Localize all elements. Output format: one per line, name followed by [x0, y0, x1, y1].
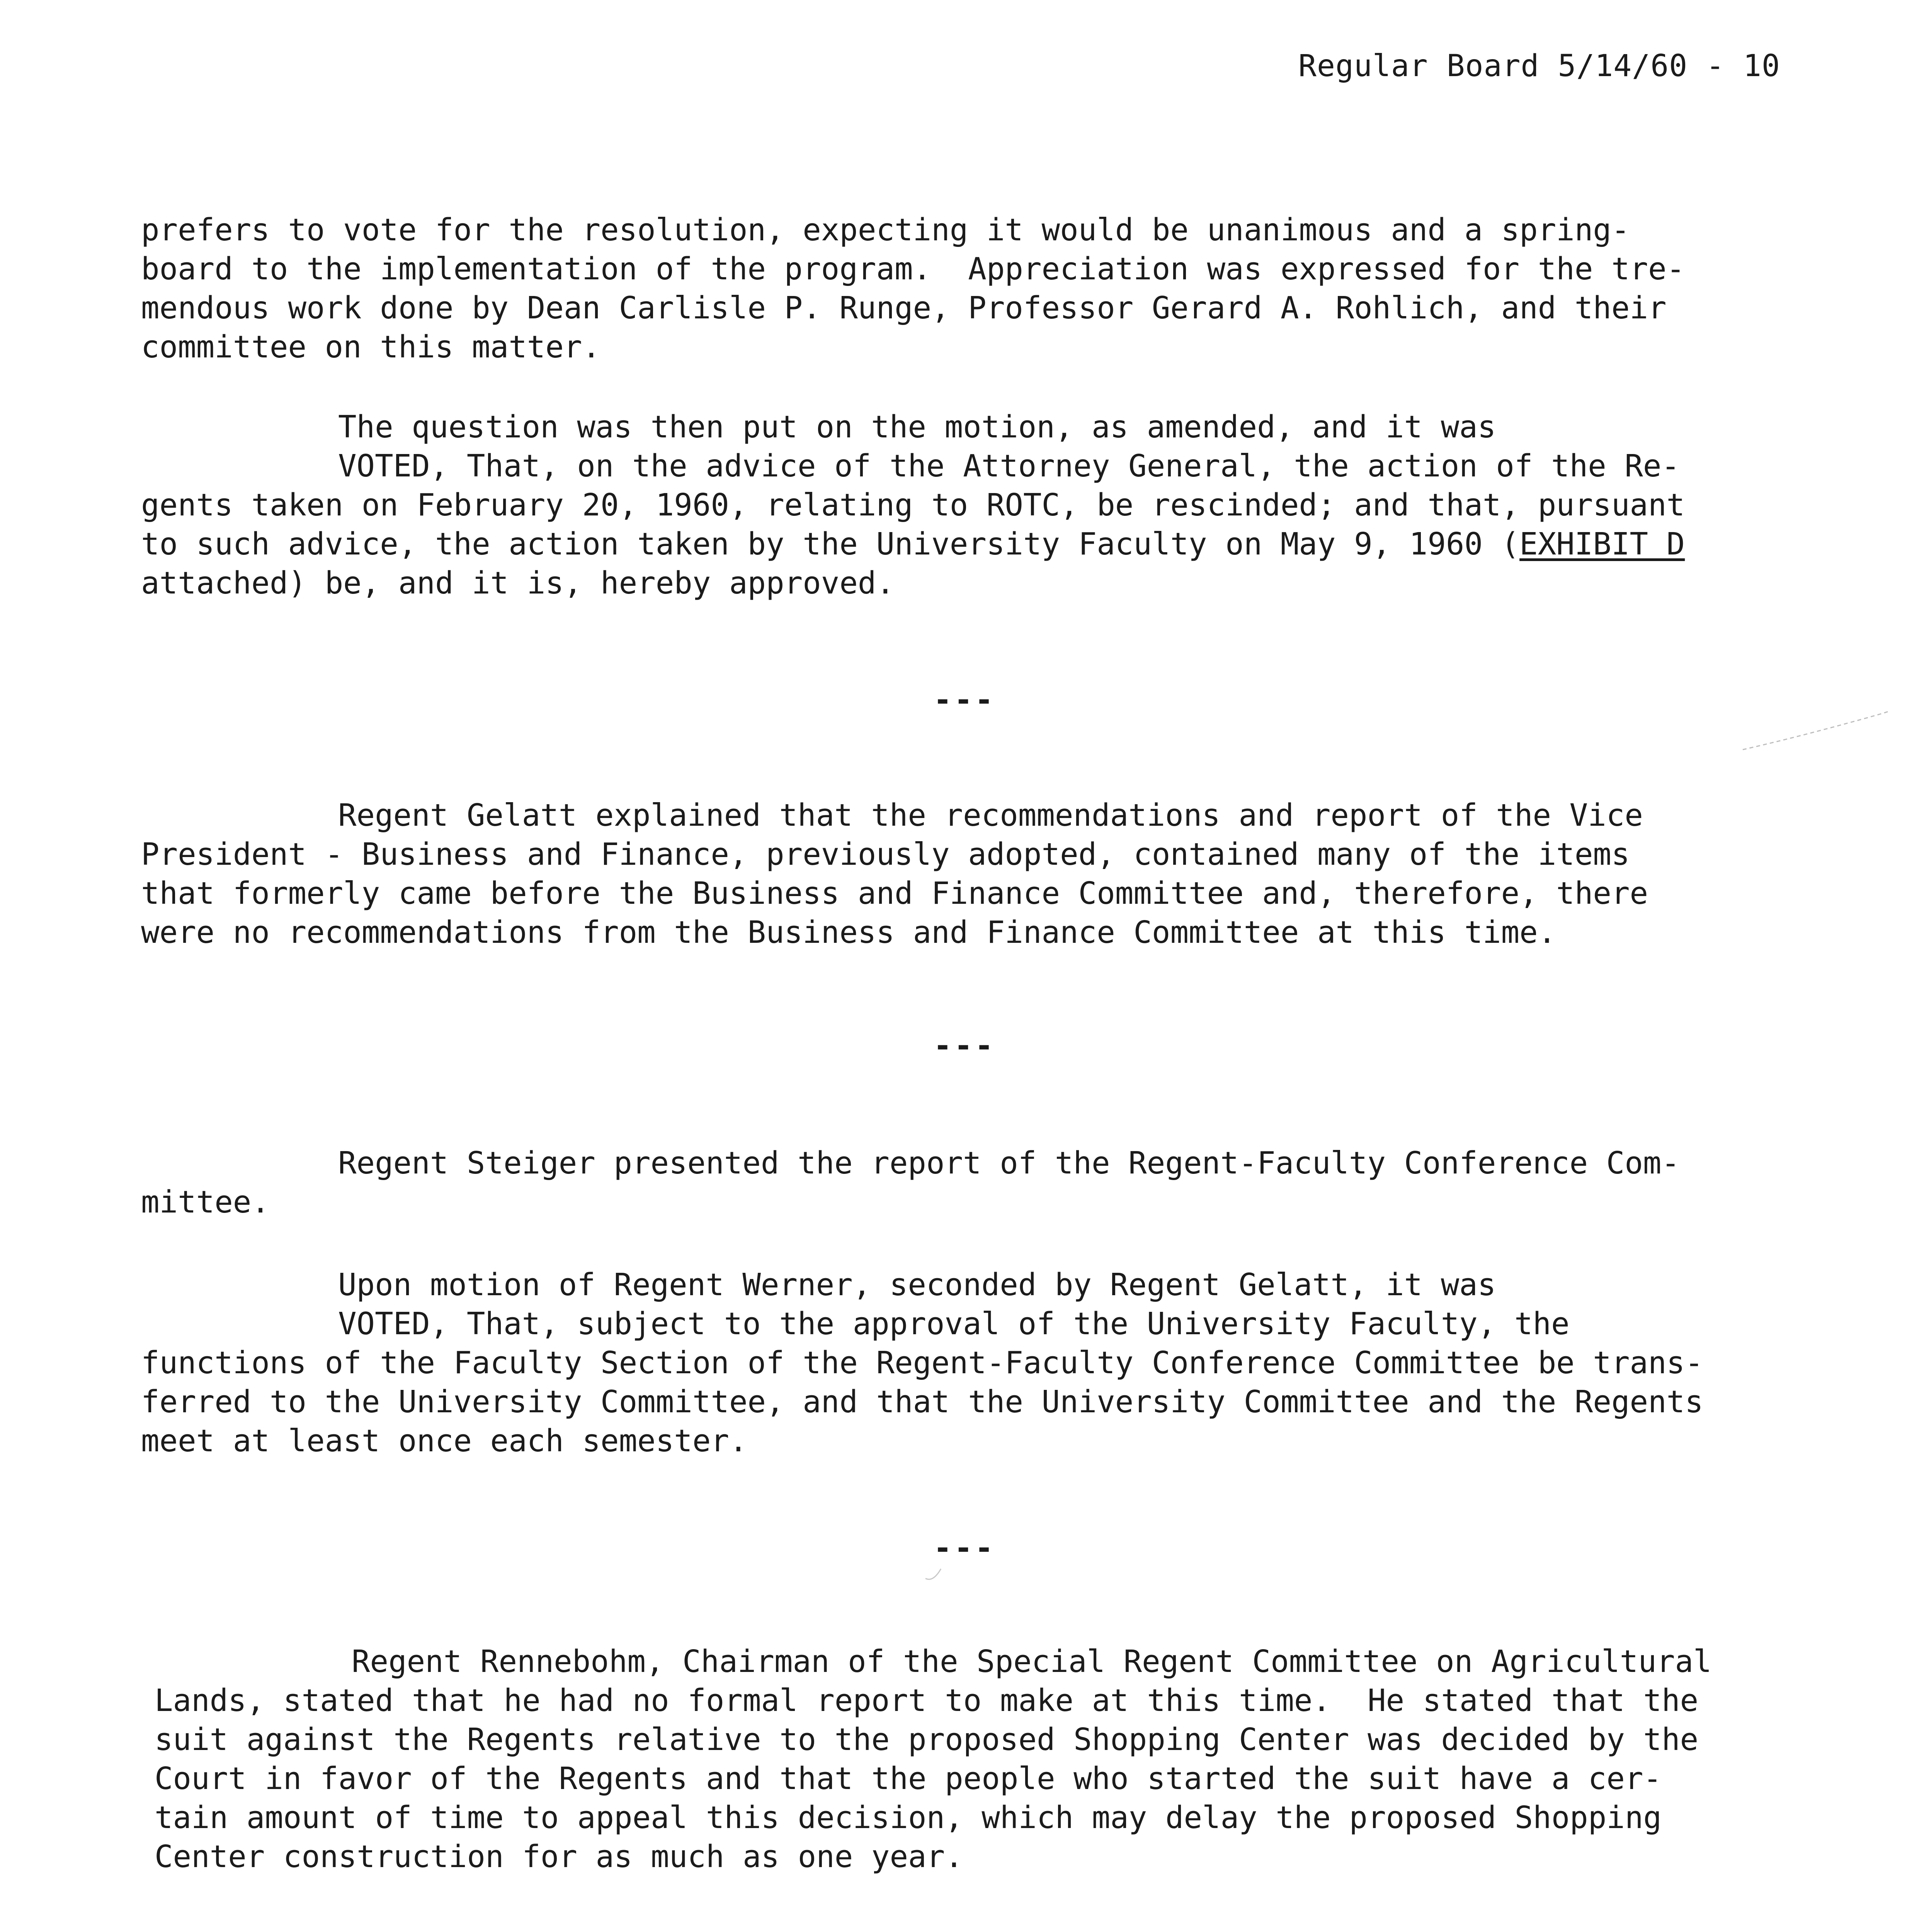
text-line: ferred to the University Committee, and that the University Committee and the Regents — [141, 1384, 1703, 1420]
text-line — [141, 525, 1803, 564]
page-header: Regular Board 5/14/60 - 10 — [1298, 49, 1780, 83]
text-line: attached) be, and it is, hereby approved. — [141, 565, 895, 601]
paragraph-business-finance — [141, 796, 1803, 952]
text-line: President - Business and Finance, previously adopted, contained many of the items — [141, 837, 1630, 872]
text-line: board to the implementation of the program. Appreciation was expressed for the tre- — [141, 251, 1685, 287]
paragraph-conference-committee — [141, 1144, 1803, 1222]
text-line: Regent Steiger presented the report of the Regent-Faculty Conference Com- — [338, 1145, 1680, 1181]
text-line: suit against the Regents relative to the proposed Shopping Center was decided by the — [155, 1722, 1699, 1757]
text-segment: to such advice, the action taken by the University Faculty on May 9, 1960 ( — [141, 526, 1520, 562]
text-line: were no recommendations from the Business and Finance Committee at this time. — [141, 915, 1556, 950]
text-line: meet at least once each semester. — [141, 1423, 748, 1459]
text-line: Regent Gelatt explained that the recommendations and report of the Vice — [338, 798, 1643, 833]
section-separator: --- — [933, 1028, 996, 1063]
text-line: prefers to vote for the resolution, expecting it would be unanimous and a spring- — [141, 212, 1630, 248]
paragraph-resolution-continuation — [141, 211, 1803, 367]
text-line: gents taken on February 20, 1960, relating to ROTC, be rescinded; and that, pursuant — [141, 487, 1685, 523]
text-line: mendous work done by Dean Carlisle P. Runge, Professor Gerard A. Rohlich, and their — [141, 290, 1667, 326]
text-line: Regent Rennebohm, Chairman of the Special Regent Committee on Agricultural — [352, 1644, 1712, 1679]
paragraph-rotc-vote — [141, 408, 1803, 603]
text-line: Center construction for as much as one year. — [155, 1839, 963, 1874]
paragraph-agricultural-lands — [155, 1642, 1816, 1876]
paragraph-faculty-vote — [141, 1265, 1803, 1461]
text-line: committee on this matter. — [141, 329, 601, 365]
text-line: Lands, stated that he had no formal report to make at this time. He stated that the — [155, 1683, 1699, 1718]
voted-line: VOTED, That, subject to the approval of the University Faculty, the — [338, 1306, 1570, 1342]
section-separator: --- — [933, 682, 996, 718]
text-line: The question was then put on the motion, as amended, and it was — [338, 409, 1496, 445]
text-line: functions of the Faculty Section of the Regent-Faculty Conference Committee be trans- — [141, 1345, 1703, 1381]
voted-line: VOTED, That, on the advice of the Attorney General, the action of the Re- — [338, 448, 1680, 484]
text-line: Upon motion of Regent Werner, seconded by Regent Gelatt, it was — [338, 1267, 1496, 1303]
pencil-tick-icon — [924, 1565, 947, 1584]
exhibit-reference: EXHIBIT D — [1519, 526, 1685, 562]
text-line: mittee. — [141, 1184, 270, 1220]
section-separator: --- — [933, 1530, 996, 1566]
text-line: tain amount of time to appeal this decision, which may delay the proposed Shopping — [155, 1800, 1662, 1835]
text-line: Court in favor of the Regents and that the people who started the suit have a cer- — [155, 1761, 1662, 1796]
text-line: that formerly came before the Business and Finance Committee and, therefore, there — [141, 876, 1648, 911]
